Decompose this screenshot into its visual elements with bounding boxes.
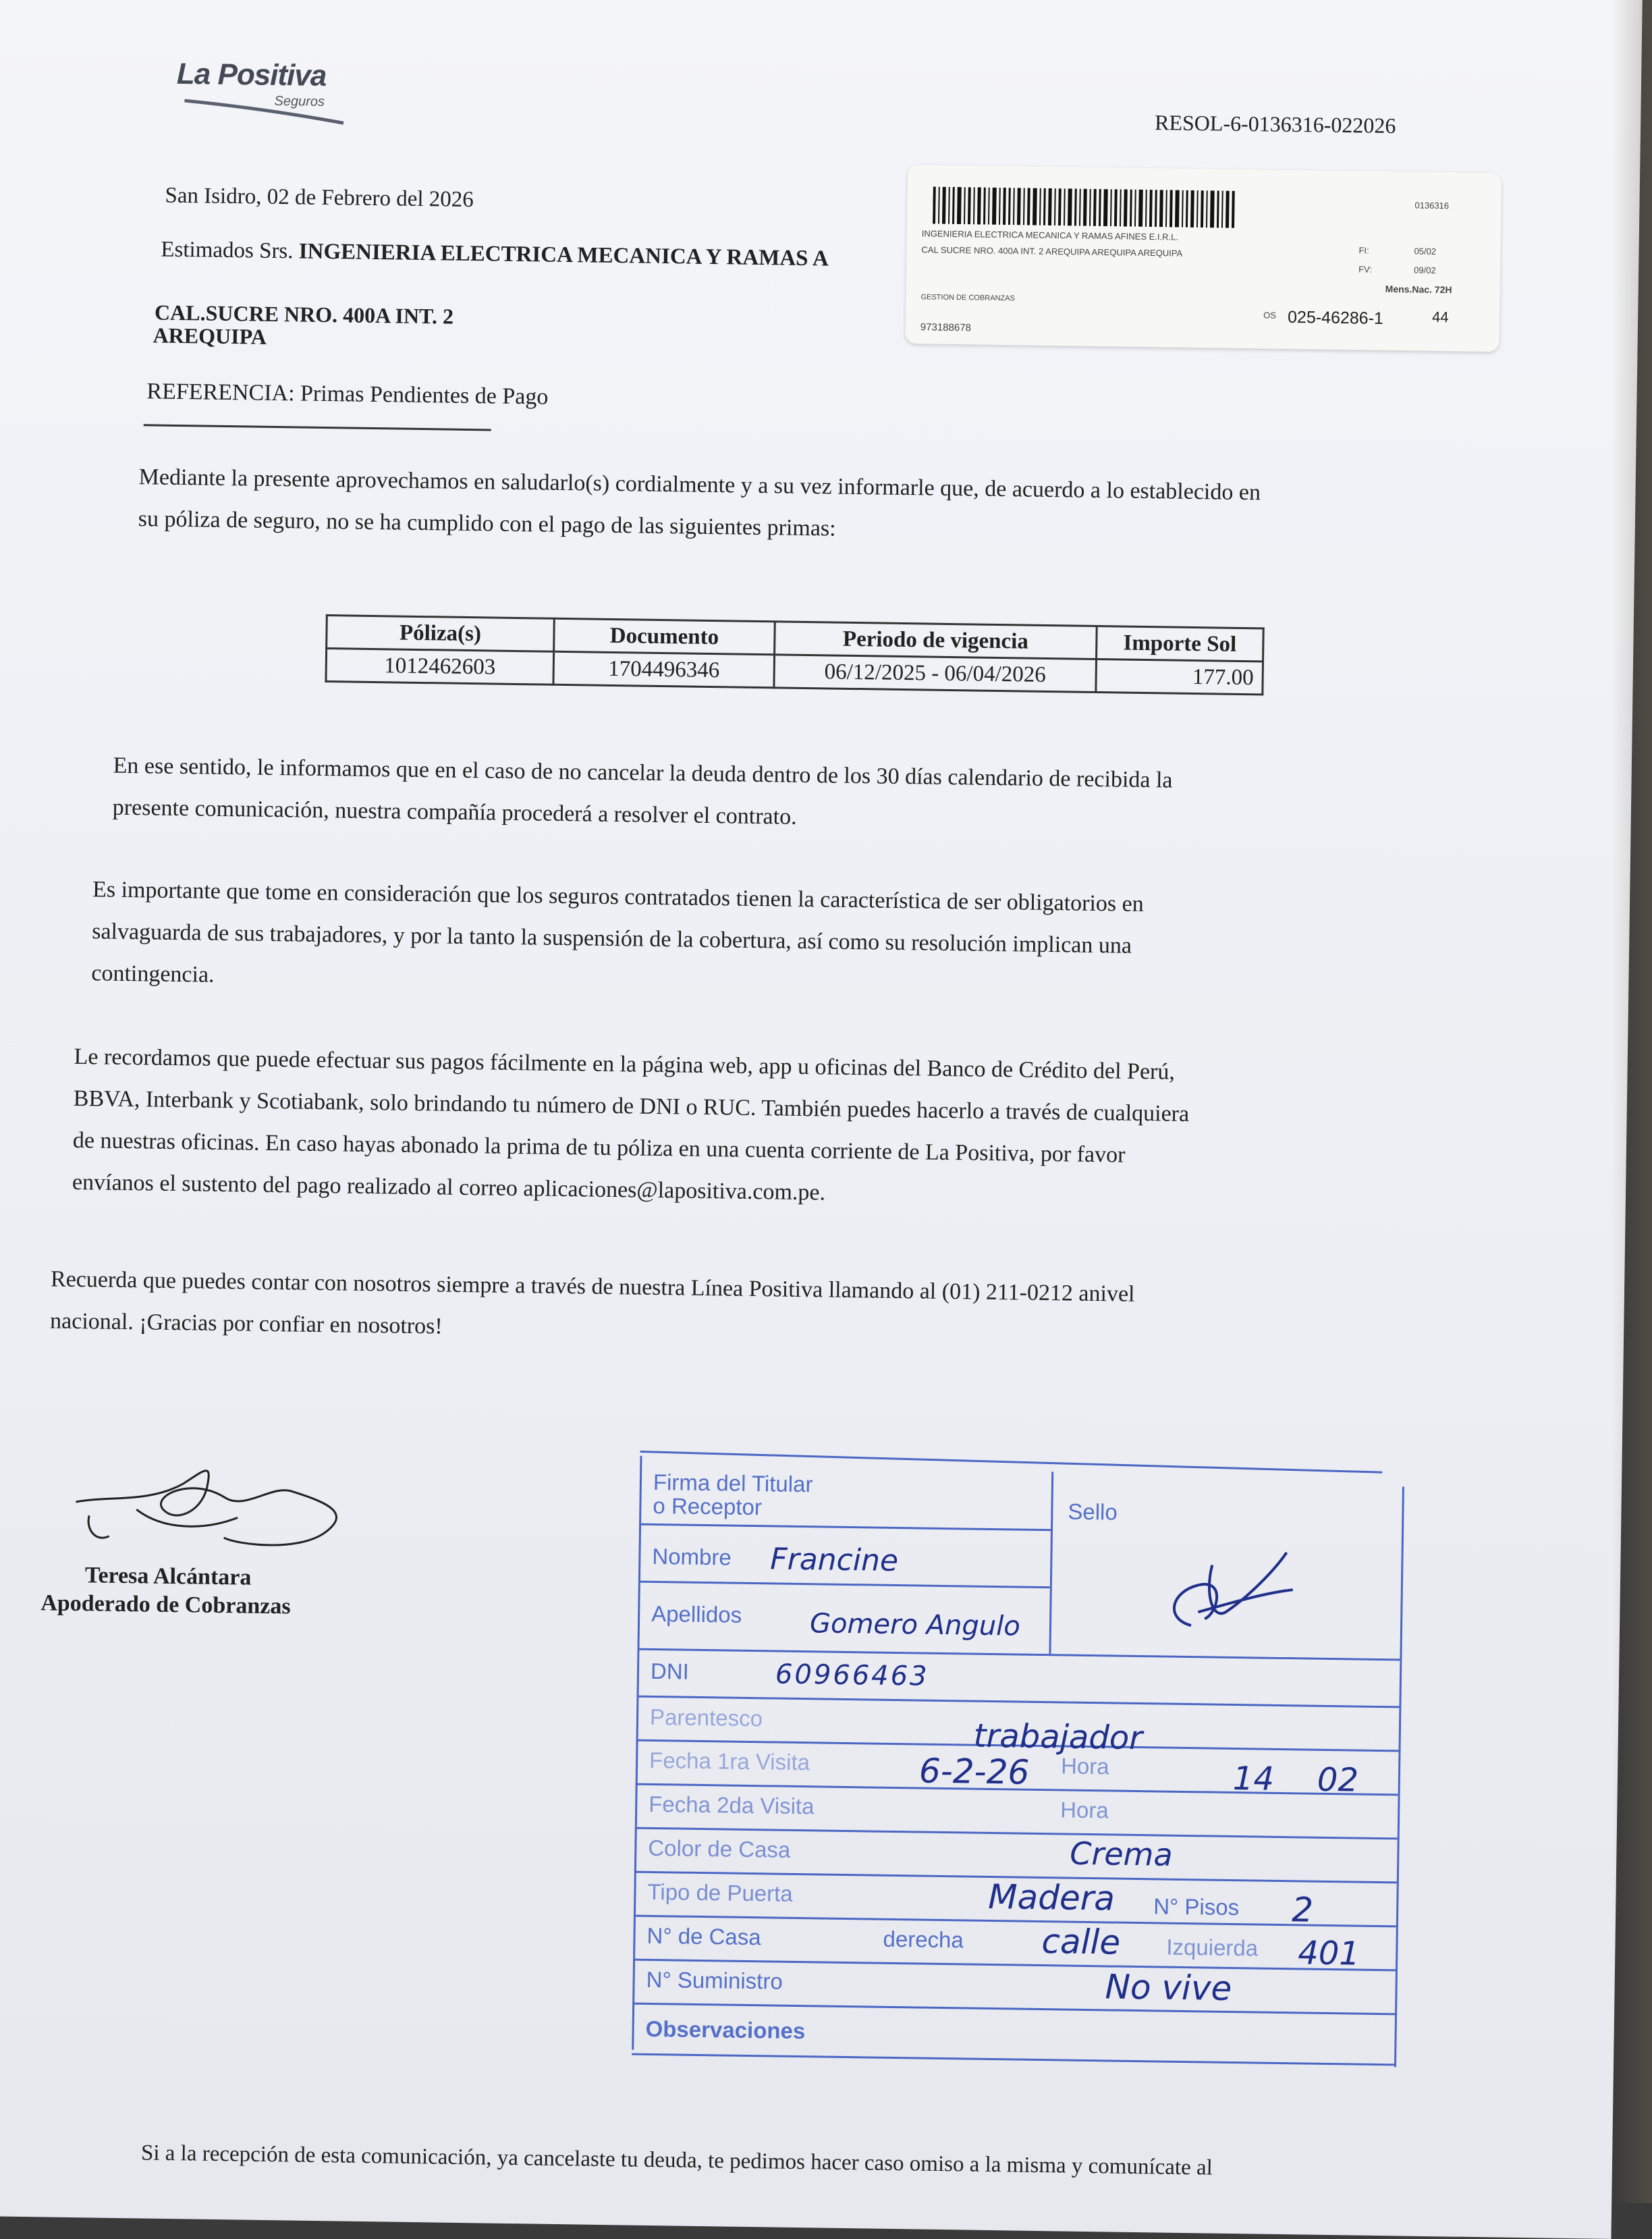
stamp-label-suministro: N° Suministro — [646, 1966, 783, 1994]
stamp-label-nombre: Nombre — [652, 1543, 732, 1570]
stamp-label-puerta: Tipo de Puerta — [647, 1879, 793, 1906]
handwritten-dni: 60966463 — [775, 1658, 929, 1692]
sticker-line2: CAL SUCRE NRO. 400A INT. 2 AREQUIPA AREQUIPA AREQUIPA — [921, 244, 1183, 259]
paragraph-payment-line: de nuestras oficinas. En caso hayas abonado la prima de tu póliza en una cuenta corriente de La Positiva, por favor — [72, 1127, 1126, 1168]
handwritten-izquierda: 401 — [1297, 1934, 1360, 1973]
handwritten-pisos: 2 — [1291, 1890, 1314, 1930]
table-cell-poliza: 1012462603 — [326, 649, 554, 685]
stamp-label-fecha2: Fecha 2da Visita — [649, 1791, 815, 1819]
sticker-os-label: OS — [1263, 310, 1277, 321]
paragraph-deadline — [112, 745, 1173, 844]
stamp-label-casa: N° de Casa — [646, 1922, 761, 1950]
company-logo: La Positiva — [176, 57, 327, 92]
paragraph-importance-line: contingencia. — [91, 961, 215, 988]
handwritten-hora1a: 14 — [1232, 1759, 1275, 1798]
signatory-name: Teresa Alcántara — [84, 1563, 252, 1590]
paragraph-intro — [138, 456, 1261, 556]
table-cell-documento: 1704496346 — [553, 651, 775, 688]
address-line1: CAL.SUCRE NRO. 400A INT. 2 — [154, 300, 454, 329]
stamp-label-fecha1: Fecha 1ra Visita — [649, 1747, 810, 1775]
stamp-label-sello: Sello — [1068, 1499, 1118, 1525]
paragraph-contact-line: nacional. ¡Gracias por confiar en nosotros! — [49, 1308, 443, 1339]
logo-subtitle: Seguros — [274, 93, 325, 109]
sticker-line1: INGENIERIA ELECTRICA MECANICA Y RAMAS AFINES E.I.R.L. — [921, 228, 1179, 242]
premiums-table — [325, 614, 1264, 695]
sticker-os-number: 025-46286-1 — [1287, 307, 1384, 328]
resolution-code: RESOL-6-0136316-022026 — [1154, 110, 1396, 138]
reference-underline — [144, 424, 491, 431]
handwritten-derecha: calle — [1041, 1922, 1121, 1962]
signatory-title: Apoderado de Cobranzas — [40, 1590, 291, 1619]
handwritten-fecha1: 6-2-26 — [918, 1751, 1030, 1792]
table-header-importe: Importe Sol — [1097, 626, 1264, 662]
greeting-prefix: Estimados Srs. — [161, 237, 294, 264]
barcode-icon — [933, 187, 1237, 228]
delivery-stamp — [618, 1455, 1433, 2074]
paragraph-payment — [72, 1036, 1190, 1219]
sticker-phone: 973188678 — [920, 321, 972, 334]
shipping-label — [906, 165, 1502, 352]
paragraph-intro-line: Mediante la presente aprovechamos en saludarlo(s) cordialmente y a su vez informarle que, de acuerdo a lo establecido en — [138, 464, 1261, 506]
paragraph-payment-line: Le recordamos que puede efectuar sus pagos fácilmente en la página web, app u oficinas del Banco de Crédito del Perú, — [74, 1044, 1176, 1085]
handwritten-nombre: Francine — [770, 1542, 899, 1579]
handwritten-parentesco: trabajador — [973, 1717, 1143, 1758]
stamp-label-hora2: Hora — [1059, 1797, 1109, 1823]
stamp-label-firma: Firma del Titular — [653, 1469, 813, 1497]
paragraph-importance-line: Es importante que tome en consideración que los seguros contratados tienen la característica de ser obligatorios en — [92, 877, 1145, 917]
page-edge-shadow — [1612, 0, 1652, 2203]
signature-graphic — [68, 1455, 353, 1573]
sticker-fv-label: FV: — [1358, 264, 1372, 275]
stamp-border-bottom — [632, 2053, 1394, 2066]
handwritten-puerta: Madera — [988, 1877, 1116, 1918]
stamp-row-line — [637, 1648, 1400, 1661]
paragraph-payment-line: envíanos el sustento del pago realizado al correo aplicaciones@lapositiva.com.pe. — [72, 1169, 826, 1206]
greeting — [161, 238, 829, 272]
stamp-label-dni: DNI — [650, 1658, 690, 1684]
date-line: San Isidro, 02 de Febrero del 2026 — [165, 183, 474, 213]
handwritten-suministro: No vive — [1105, 1967, 1232, 2008]
stamp-row-line — [632, 2003, 1395, 2016]
paragraph-intro-line: su póliza de seguro, no se ha cumplido con el pago de las siguientes primas: — [138, 506, 836, 541]
paragraph-deadline-line: presente comunicación, nuestra compañía procederá a resolver el contrato. — [112, 794, 797, 830]
table-header-documento: Documento — [554, 618, 775, 655]
reference-line: REFERENCIA: Primas Pendientes de Pago — [146, 379, 549, 410]
handwritten-color: Crema — [1069, 1835, 1174, 1873]
sticker-line3: GESTION DE COBRANZAS — [920, 293, 1015, 303]
sticker-fv-value: 09/02 — [1414, 265, 1436, 275]
handwritten-apellidos: Gomero Angulo — [809, 1608, 1021, 1642]
sticker-os-count: 44 — [1431, 308, 1449, 326]
paragraph-payment-line: BBVA, Interbank y Scotiabank, solo brindando tu número de DNI o RUC. También puedes hacerlo a través de cualquiera — [73, 1085, 1190, 1127]
table-cell-periodo: 06/12/2025 - 06/04/2026 — [774, 655, 1097, 693]
paragraph-importance-line: salvaguarda de sus trabajadores, y por la tanto la suspensión de la cobertura, así como su resolución implican una — [92, 919, 1132, 959]
stamp-divider-sello — [1049, 1472, 1053, 1654]
greeting-company: INGENIERIA ELECTRICA MECANICA Y RAMAS A — [298, 239, 829, 271]
stamp-label-izquierda: Izquierda — [1166, 1934, 1259, 1961]
paragraph-contact — [50, 1258, 1135, 1357]
stamp-row-line — [638, 1581, 1050, 1589]
stamp-label-parentesco: Parentesco — [649, 1704, 763, 1731]
stamp-border-top — [640, 1451, 1383, 1474]
table-header-periodo: Periodo de vigencia — [775, 622, 1097, 659]
sticker-fi-label: FI: — [1358, 245, 1369, 256]
stamp-label-hora1: Hora — [1060, 1753, 1109, 1779]
stamp-label-derecha: derecha — [883, 1926, 964, 1953]
address-line2: AREQUIPA — [153, 323, 267, 349]
table-header-poliza: Póliza(s) — [327, 616, 555, 652]
paragraph-importance — [91, 869, 1144, 1009]
handwritten-hora1b: 02 — [1317, 1760, 1359, 1800]
stamp-label-apellidos: Apellidos — [651, 1600, 742, 1627]
stamp-row-line — [639, 1523, 1051, 1532]
table-cell-importe: 177.00 — [1096, 659, 1263, 694]
stamp-label-receptor: o Receptor — [653, 1492, 763, 1520]
stamp-label-pisos: N° Pisos — [1153, 1893, 1240, 1920]
stamp-signature-graphic — [1151, 1537, 1300, 1640]
closing-note: Si a la recepción de esta comunicación, ya cancelaste tu deuda, te pedimos hacer caso omiso a la misma y comunícate al — [140, 2140, 1213, 2180]
sticker-service: Mens.Nac. 72H — [1385, 283, 1452, 296]
paragraph-contact-line: Recuerda que puedes contar con nosotros siempre a través de nuestra Línea Positiva llamando al (01) 211-0212 anivel — [50, 1266, 1135, 1307]
sticker-fi-value: 05/02 — [1414, 246, 1437, 257]
stamp-label-observaciones: Observaciones — [645, 2016, 806, 2044]
stamp-label-color: Color de Casa — [648, 1835, 791, 1862]
stamp-border-right — [1394, 1486, 1404, 2067]
paragraph-deadline-line: En ese sentido, le informamos que en el caso de no cancelar la deuda dentro de los 30 días calendario de recibida la — [113, 753, 1173, 793]
sticker-code-top: 0136316 — [1414, 200, 1450, 211]
